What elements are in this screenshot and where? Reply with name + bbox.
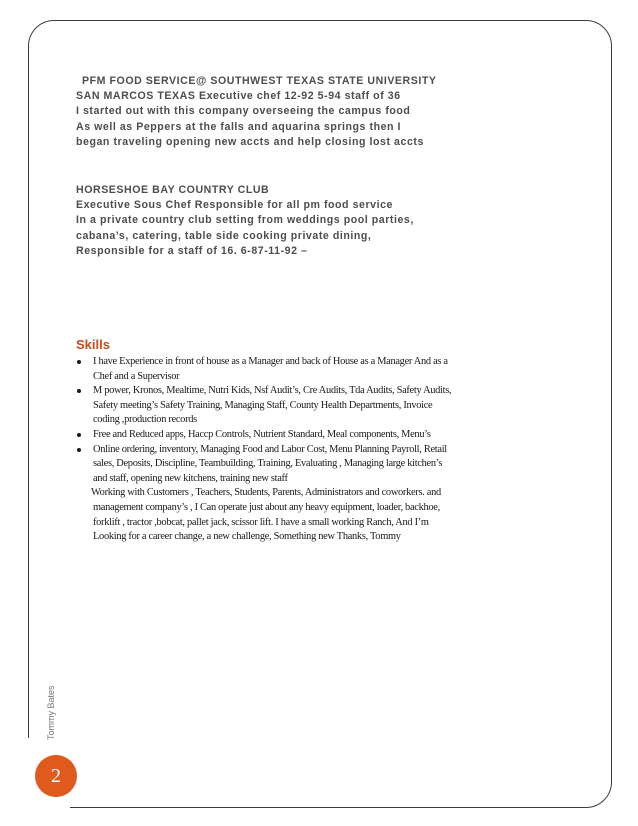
job-line: cabana’s, catering, table side cooking private dining, xyxy=(76,229,372,242)
skill-item xyxy=(76,384,570,428)
job-entry-horseshoe-bay xyxy=(76,183,414,259)
bullet-icon xyxy=(77,448,81,452)
skill-line: coding ,production records xyxy=(93,414,197,426)
closing-paragraph xyxy=(76,486,570,544)
skill-line: and staff, opening new kitchens, training new staff xyxy=(93,472,288,484)
skills-section xyxy=(76,355,570,545)
job-line: Executive Sous Chef Responsible for all pm food service xyxy=(76,199,393,212)
skills-list xyxy=(76,355,570,486)
skill-line: Safety meeting’s Safety Training, Managing Staff, County Health Departments, Invoice xyxy=(93,399,433,411)
skills-heading: Skills xyxy=(76,337,110,352)
job-title-line: PFM FOOD SERVICE@ SOUTHWEST TEXAS STATE UNIVERSITY xyxy=(82,75,437,87)
skill-item xyxy=(76,428,570,443)
closing-line: Looking for a career change, a new challenge, Something new Thanks, Tommy xyxy=(93,531,401,543)
closing-line: management company’s , I Can operate just about any heavy equipment, loader, backhoe, xyxy=(93,501,440,513)
skill-line: Chef and a Supervisor xyxy=(93,370,180,382)
job-line: In a private country club setting from weddings pool parties, xyxy=(76,214,414,227)
job-line: As well as Peppers at the falls and aquarina springs then I xyxy=(76,120,402,133)
skill-line: I have Experience in front of house as a Manager and back of House as a Manager And as a xyxy=(93,356,448,367)
job-title-line: HORSESHOE BAY COUNTRY CLUB xyxy=(76,184,270,196)
closing-line: Working with Customers , Teachers, Students, Parents, Administrators and coworkers. and xyxy=(91,487,441,499)
job-line: began traveling opening new accts and help closing lost accts xyxy=(76,135,424,148)
bullet-icon xyxy=(77,433,81,437)
job-line: Responsible for a staff of 16. 6-87-11-92 – xyxy=(76,244,308,257)
closing-line: forklift , tractor ,bobcat, pallet jack, scissor lift. I have a small working Ranch, And I’m xyxy=(93,516,429,528)
page-number-badge: 2 xyxy=(35,755,77,797)
skill-line: Free and Reduced apps, Haccp Controls, Nutrient Standard, Meal components, Menu’s xyxy=(93,428,431,440)
bullet-icon xyxy=(77,389,81,393)
job-line: I started out with this company overseeing the campus food xyxy=(76,105,411,118)
job-entry-pfm xyxy=(76,74,437,150)
author-name: Tommy Bates xyxy=(46,685,56,740)
skill-item xyxy=(76,355,570,384)
job-line: SAN MARCOS TEXAS Executive chef 12-92 5-94 staff of 36 xyxy=(76,90,401,103)
skill-line: M power, Kronos, Mealtime, Nutri Kids, Nsf Audit’s, Cre Audits, Tda Audits, Safety Audits, xyxy=(93,385,452,397)
skill-line: sales, Deposits, Discipline, Teambuilding, Training, Evaluating , Managing large kitchen’s xyxy=(93,458,443,470)
skill-item xyxy=(76,443,570,487)
bullet-icon xyxy=(77,360,81,364)
skill-line: Online ordering, inventory, Managing Food and Labor Cost, Menu Planning Payroll, Retail xyxy=(93,443,447,455)
